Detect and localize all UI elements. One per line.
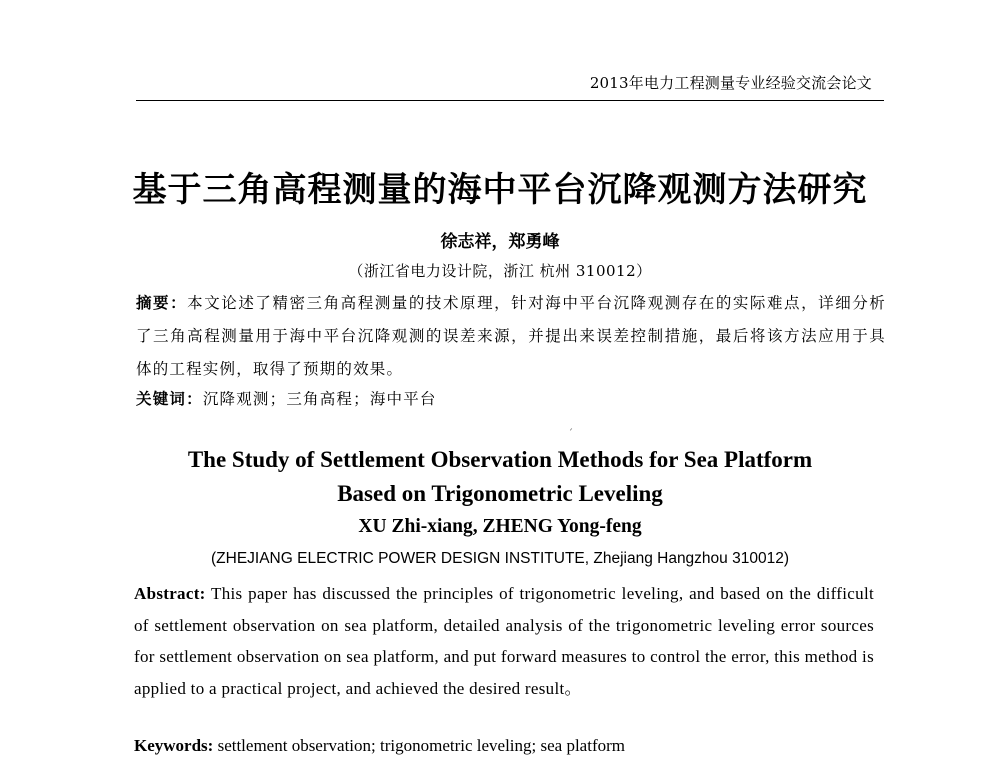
english-title-line1: The Study of Settlement Observation Methods for Sea Platform bbox=[187, 447, 813, 472]
chinese-keywords-label: 关键词： bbox=[136, 390, 203, 408]
chinese-keywords bbox=[136, 383, 886, 416]
english-keywords-label: Keywords: bbox=[134, 736, 214, 755]
running-header: 2013年电力工程测量专业经验交流会论文 bbox=[589, 74, 872, 92]
chinese-abstract-label: 摘要： bbox=[136, 294, 188, 312]
english-keywords-text: settlement observation; trigonometric leveling; sea platform bbox=[217, 736, 625, 755]
header-rule bbox=[198, 100, 884, 101]
english-abstract bbox=[134, 578, 874, 704]
chinese-authors: 徐志祥，郑勇峰 bbox=[440, 232, 560, 252]
chinese-title: 基于三角高程测量的海中平台沉降观测方法研究 bbox=[132, 170, 868, 210]
english-affiliation: (ZHEJIANG ELECTRIC POWER DESIGN INSTITUTE, Zhejiang Hangzhou 310012) bbox=[211, 550, 789, 567]
english-title-line2: Based on Trigonometric Leveling bbox=[337, 481, 663, 506]
english-keywords bbox=[134, 730, 874, 761]
english-abstract-text: This paper has discussed the principles of trigonometric leveling, and based on the difficult of settlement observation on sea platform, detailed analysis of the trigonometric leveling error sources for settlement observation on sea platform, and put forward measures to control the error, this method is applied to a practical project, and achieved the desired result。 bbox=[134, 584, 874, 698]
header-rule-thick bbox=[136, 100, 198, 101]
scan-mark: ˊ bbox=[568, 429, 573, 440]
chinese-affiliation: （浙江省电力设计院，浙江 杭州 310012） bbox=[348, 262, 652, 280]
english-authors: XU Zhi-xiang, ZHENG Yong-feng bbox=[358, 516, 642, 537]
chinese-keywords-text: 沉降观测；三角高程；海中平台 bbox=[202, 390, 437, 408]
english-abstract-label: Abstract: bbox=[134, 584, 206, 603]
chinese-abstract bbox=[136, 287, 886, 386]
chinese-abstract-text: 本文论述了精密三角高程测量的技术原理，针对海中平台沉降观测存在的实际难点，详细分析了三角高程测量用于海中平台沉降观测的误差来源，并提出来误差控制措施，最后将该方法应用于具体的工程实例，取得了预期的效果。 bbox=[136, 294, 887, 378]
